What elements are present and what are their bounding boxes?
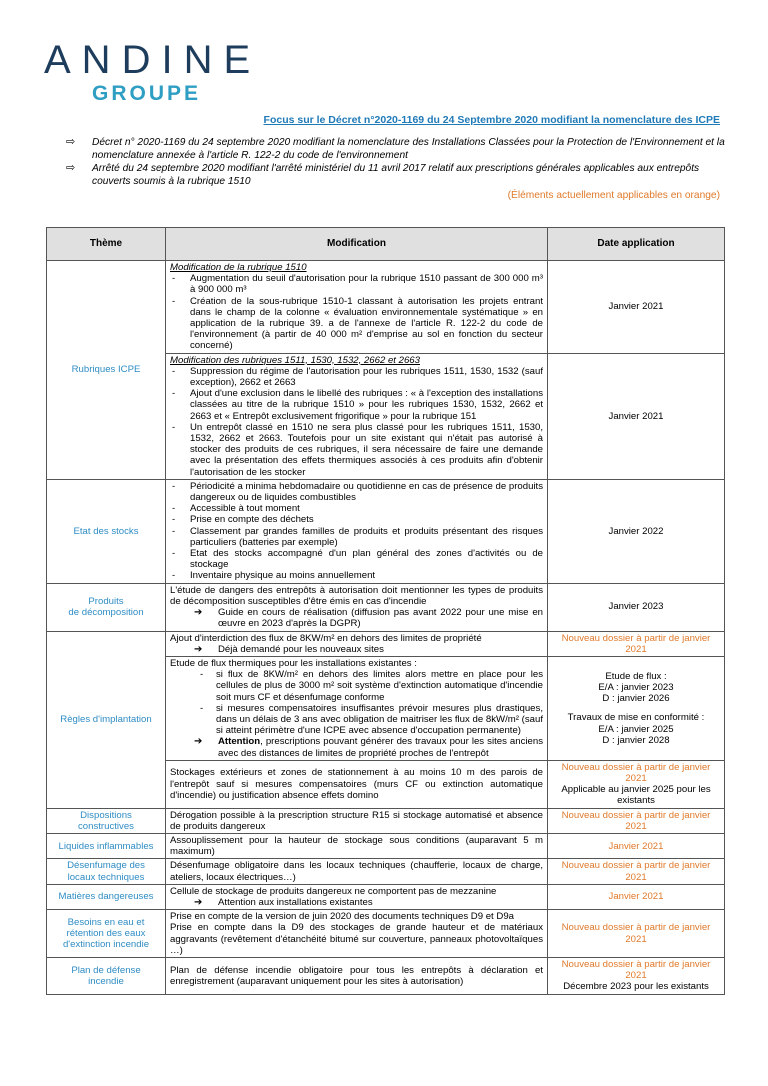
modification-cell <box>166 479 548 583</box>
list-item: - Inventaire physique au moins annuellement <box>170 570 543 581</box>
arrow-item: ➔ Guide en cours de réalisation (diffusion pas avant 2022 pour une mise en œuvre en 2023 d'après la DGPR) <box>170 607 543 629</box>
theme-cell: Règles d'implantation <box>47 631 166 808</box>
modification-cell <box>166 261 548 354</box>
theme-cell: Plan de défense incendie <box>47 957 166 994</box>
list-item: - Création de la sous-rubrique 1510-1 classant à autorisation les projets entrant dans le champ de la colonne « évaluation environnementale systématique » en application de la rubrique 39. a de l'annexe de l'article R. 122-2 du code de l'environnement (à partir de 40 000 m² d'emprise au sol en fonction du secteur concerné) <box>170 296 543 352</box>
header-theme: Thème <box>47 228 166 261</box>
modification-cell: Assouplissement pour la hauteur de stockage sous conditions (auparavant 5 m maximum) <box>166 833 548 858</box>
modification-cell <box>166 353 548 479</box>
theme-cell: Etat des stocks <box>47 479 166 583</box>
date-cell: Nouveau dossier à partir de janvier 2021 Décembre 2023 pour les existants <box>548 957 725 994</box>
arrow-item: ➔ Attention aux installations existantes <box>170 897 543 908</box>
table-row <box>47 479 725 583</box>
date-cell: Nouveau dossier à partir de janvier 2021 <box>548 631 725 656</box>
list-item: - Accessible à tout moment <box>170 503 543 514</box>
list-item: - Classement par grandes familles de produits et produits présentant des risques particuliers (batteries par exemple) <box>170 526 543 548</box>
theme-cell: Rubriques ICPE <box>47 261 166 480</box>
references-list <box>66 137 726 189</box>
date-cell: Nouveau dossier à partir de janvier 2021 <box>548 859 725 884</box>
table-row <box>47 261 725 354</box>
list-item: - Augmentation du seuil d'autorisation pour la rubrique 1510 passant de 300 000 m³ à 900 000 m³ <box>170 273 543 295</box>
date-cell: Janvier 2022 <box>548 479 725 583</box>
table-row <box>47 884 725 909</box>
header-modification: Modification <box>166 228 548 261</box>
modification-cell: Stockages extérieurs et zones de stationnement à au moins 10 m des parois de l'entrepôt sauf si mesures compensatoires (murs CF ou extinction automatique d'incendie) ou justification absence effets domino <box>166 760 548 808</box>
legend-note: (Éléments actuellement applicables en orange) <box>507 190 720 201</box>
table-row <box>47 833 725 858</box>
company-logo <box>44 38 262 105</box>
list-item: - Un entrepôt classé en 1510 ne sera plus classé pour les rubriques 1511, 1530, 1532, 2662 et 2663. Toutefois pour un site existant qui n'était pas autorisé à stocker des produits de ces rubriques, il sera nécessaire de faire une demande avec la présentation des effets thermiques associés à ces produits afin d'obtenir l'autorisation de les stocker <box>170 422 543 478</box>
list-item: - si flux de 8KW/m² en dehors des limites alors mettre en place pour les cellules de plus de 3000 m² soit système d'extinction automatique d'incendie soit murs CF et désenfumage conforme <box>170 669 543 703</box>
table-row <box>47 583 725 631</box>
arrow-right-icon: ⇨ <box>66 162 76 175</box>
modification-cell: Ajout d'interdiction des flux de 8KW/m² en dehors des limites de propriété ➔ Déjà demandé pour les nouveaux sites <box>166 631 548 656</box>
table-row <box>47 910 725 958</box>
modifications-table <box>46 227 725 995</box>
subsection-title: Modification des rubriques 1511, 1530, 1532, 2662 et 2663 <box>170 354 420 366</box>
arrow-item: ➔ Déjà demandé pour les nouveaux sites <box>170 644 543 655</box>
theme-cell: Besoins en eau et rétention des eaux d'extinction incendie <box>47 910 166 958</box>
document-title: Focus sur le Décret n°2020-1169 du 24 Septembre 2020 modifiant la nomenclature des ICPE <box>263 114 720 126</box>
arrow-right-icon: ⇨ <box>66 136 76 148</box>
reference-item: ⇨ Arrêté du 24 septembre 2020 modifiant l'arrêté ministériel du 11 avril 2017 relatif aux prescriptions générales applicables aux entrepôts couverts soumis à la rubrique 1510 <box>66 162 700 187</box>
theme-cell: Produits de décomposition <box>47 583 166 631</box>
modification-cell: Prise en compte de la version de juin 2020 des documents techniques D9 et D9a Prise en compte dans la D9 des stockages de grande hauteur et de matériaux aggravants (revêtement d'étanchéité bitumé sur couverture, panneaux photovoltaïques …) <box>166 910 548 958</box>
modification-cell: Plan de défense incendie obligatoire pour tous les entrepôts à déclaration et enregistrement (auparavant uniquement pour les sites à autorisation) <box>166 957 548 994</box>
modification-cell: Etude de flux thermiques pour les installations existantes : - si flux de 8KW/m² en dehors des limites alors mettre en place pour les cellules de plus de 3000 m² soit système d'extinction automatique d'incendie soit murs CF et désenfumage conforme - si mesures compensatoires insuffisantes prévoir mesures plus drastiques, dans un délais de 3 ans avec obligation de maitriser les flux de 8kW/m² (sauf si atteint périmètre d'une ICPE avec absence d'occupation permanente) ➔ Attention, prescriptions pouvant générer des travaux pour les sites anciens avec des distances de limites de propriété proches de l'entrepôt <box>166 656 548 760</box>
logo-main-text: ANDINE <box>44 38 262 82</box>
table-header-row <box>47 228 725 261</box>
table-row <box>47 808 725 833</box>
date-cell: Janvier 2021 <box>548 353 725 479</box>
list-item: - Ajout d'une exclusion dans le libellé des rubriques : « à l'exception des installations classées au titre de la rubrique 1510 » pour les rubriques 1530, 1532, 2662 et 2663 et « Entrepôt exclusivement frigorifique » pour la rubrique 151 <box>170 388 543 422</box>
modification-cell: Désenfumage obligatoire dans les locaux techniques (chaufferie, locaux de charge, ateliers, locaux électriques…) <box>166 859 548 884</box>
date-cell: Janvier 2021 <box>548 833 725 858</box>
theme-cell: Liquides inflammables <box>47 833 166 858</box>
date-cell: Nouveau dossier à partir de janvier 2021 <box>548 910 725 958</box>
date-cell: Nouveau dossier à partir de janvier 2021 <box>548 808 725 833</box>
table-row <box>47 957 725 994</box>
subsection-title: Modification de la rubrique 1510 <box>170 262 307 273</box>
modification-cell: Dérogation possible à la prescription structure R15 si stockage automatisé et absence de produits dangereux <box>166 808 548 833</box>
reference-item: ⇨ Décret n° 2020-1169 du 24 septembre 2020 modifiant la nomenclature des Installations Classées pour la Protection de l'Environnement et la nomenclature annexée à l'article R. 122-2 du code de l'environnement <box>66 136 725 161</box>
logo-sub-text: GROUPE <box>92 82 202 105</box>
list-item: - Périodicité a minima hebdomadaire ou quotidienne en cas de présence de produits dangereux ou de liquides combustibles <box>170 481 543 503</box>
list-item: - Suppression du régime de l'autorisation pour les rubriques 1511, 1530, 1532 (sauf exception), 2662 et 2663 <box>170 366 543 388</box>
list-item: - si mesures compensatoires insuffisantes prévoir mesures plus drastiques, dans un délais de 3 ans avec obligation de maitriser les flux de 8kW/m² (sauf si atteint périmètre d'une ICPE avec absence d'occupation permanente) <box>170 703 543 737</box>
theme-cell: Désenfumage des locaux techniques <box>47 859 166 884</box>
modification-cell: Cellule de stockage de produits dangereux ne comportent pas de mezzanine ➔ Attention aux installations existantes <box>166 884 548 909</box>
date-cell: Janvier 2021 <box>548 884 725 909</box>
date-cell: Janvier 2023 <box>548 583 725 631</box>
theme-cell: Dispositions constructives <box>47 808 166 833</box>
header-date: Date application <box>548 228 725 261</box>
date-cell: Janvier 2021 <box>548 261 725 354</box>
list-item: - Prise en compte des déchets <box>170 514 543 525</box>
table-row <box>47 859 725 884</box>
theme-cell: Matières dangereuses <box>47 884 166 909</box>
date-cell: Etude de flux : E/A : janvier 2023 D : janvier 2026 Travaux de mise en conformité : E/A : janvier 2025 D : janvier 2028 <box>548 656 725 760</box>
modification-cell: L'étude de dangers des entrepôts à autorisation doit mentionner les types de produits de décomposition susceptibles d'être émis en cas d'incendie ➔ Guide en cours de réalisation (diffusion pas avant 2022 pour une mise en œuvre en 2023 d'après la DGPR) <box>166 583 548 631</box>
table-row <box>47 631 725 656</box>
arrow-item: ➔ Attention, prescriptions pouvant générer des travaux pour les sites anciens avec des distances de limites de propriété proches de l'entrepôt <box>170 736 543 758</box>
list-item: - Etat des stocks accompagné d'un plan général des zones d'activités ou de stockage <box>170 548 543 570</box>
date-cell: Nouveau dossier à partir de janvier 2021 Applicable au janvier 2025 pour les existants <box>548 760 725 808</box>
